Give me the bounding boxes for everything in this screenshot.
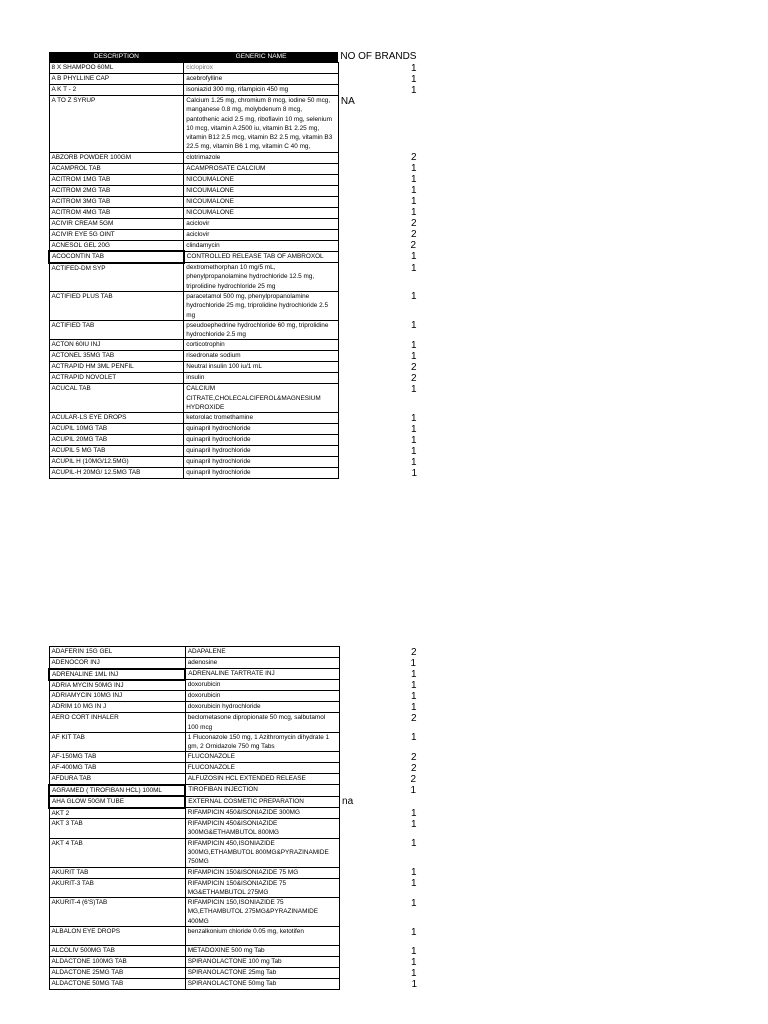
table-row [49, 196, 419, 207]
description-cell: AF-150MG TAB [49, 752, 185, 763]
description-cell: ACOCONTIN TAB [49, 251, 184, 262]
brand-count-cell: 1 [410, 445, 417, 457]
table-row [49, 435, 419, 446]
table-row [49, 85, 419, 96]
brand-count-cell: 1 [410, 174, 417, 186]
brand-count-cell: 1 [410, 967, 417, 979]
generic-name-cell: ALFUZOSIN HCL EXTENDED RELEASE [185, 774, 339, 785]
table-row [49, 713, 419, 733]
table-row [49, 979, 419, 990]
brand-count-cell: 1 [410, 818, 417, 830]
generic-name-cell: paracetamol 500 mg, phenylpropanolamine hydrochloride 25 mg, triprolidine hydrochloride 2.5 mg [184, 291, 339, 320]
brand-count-cell: 1 [410, 350, 417, 362]
generic-name-cell: quinapril hydrochloride [184, 468, 339, 479]
table-row [49, 785, 419, 796]
brand-count-cell: 2 [410, 773, 416, 785]
description-cell: ACITROM 1MG TAB [49, 174, 184, 185]
brand-count-cell: 2 [410, 751, 417, 763]
brand-count-cell: 1 [410, 383, 417, 395]
table-row [49, 867, 419, 878]
table-row [49, 957, 419, 968]
table-row [49, 763, 419, 774]
generic-name-cell: FLUCONAZOLE [185, 763, 339, 774]
description-cell: AKT 3 TAB [49, 819, 185, 839]
brand-count-cell: 1 [410, 62, 417, 74]
description-cell: A B PHYLLINE CAP [49, 74, 184, 85]
table-row [49, 320, 419, 340]
table-row [49, 207, 419, 218]
brand-count-cell: 1 [411, 978, 417, 990]
table-row [49, 218, 419, 229]
generic-name-cell: beclometasone dipropionate 50 mcg, salbutamol 100 mcg [185, 713, 339, 733]
drug-table-1 [48, 52, 420, 479]
generic-name-cell: doxorubicin hydrochloride [185, 702, 339, 713]
drug-table-2 [48, 646, 420, 990]
description-cell: ACIVIR EYE 5G OINT [49, 229, 184, 240]
generic-name-cell: acebrofylline [184, 74, 339, 85]
generic-name-cell: ADAPALENE [185, 647, 339, 658]
brand-count-cell: 1 [410, 434, 417, 446]
brand-count-cell: 1 [410, 423, 417, 435]
description-cell: ACUPIL 10MG TAB [49, 424, 184, 435]
description-cell: ACTON 60IU INJ [49, 340, 184, 351]
brand-count-cell: 1 [410, 163, 417, 175]
generic-name-cell: FLUCONAZOLE [185, 752, 339, 763]
table-row [49, 251, 419, 262]
generic-name-cell: NICOUMALONE [184, 174, 339, 185]
generic-name-cell: dextromethorphan 10 mg/5 mL, phenylpropanolamine hydrochloride 12.5 mg, triprolidine hydrochloride 25 mg [184, 263, 339, 292]
brand-count-cell: 1 [410, 412, 417, 424]
brand-count-cell: 2 [410, 218, 417, 230]
table-row [49, 63, 419, 74]
table-row [49, 702, 419, 713]
description-cell: AF-400MG TAB [49, 763, 185, 774]
description-cell: AKT 4 TAB [49, 838, 185, 867]
description-cell: AKURIT-4 (6'S)TAB [49, 898, 185, 927]
generic-name-cell: NICOUMALONE [184, 207, 339, 218]
table-row [49, 808, 419, 819]
generic-name-cell: quinapril hydrochloride [184, 435, 339, 446]
generic-name-cell: SPIRANOLACTONE 100 mg Tab [185, 957, 339, 968]
generic-name-cell: NICOUMALONE [184, 185, 339, 196]
table-row [49, 185, 419, 196]
sheet-2 [48, 646, 420, 990]
table-row [49, 424, 419, 435]
brand-count-cell: 1 [410, 679, 417, 691]
table-row [49, 669, 419, 680]
table-row [49, 384, 419, 413]
brand-count-cell: 1 [410, 784, 416, 796]
brand-count-cell: na [342, 796, 354, 808]
table-row [49, 968, 419, 979]
brand-count-cell: 1 [410, 291, 417, 303]
description-cell: ABZORB POWDER 100GM [49, 152, 184, 163]
table-row [49, 74, 419, 85]
brand-count-cell: 2 [410, 646, 417, 658]
brand-count-cell: 1 [410, 926, 417, 938]
description-cell: ALBALON EYE DROPS [49, 927, 185, 946]
generic-name-cell: Calcium 1.25 mg, chromium 8 mcg, iodine 50 mcg, manganese 0.8 mg, molybdenum 8 mcg, pantothenic acid 2.5 mg, riboflavin 10 mg, selenium 10 mcg, vitamin A 2500 iu, vitamin B1 2.25 mg, vitamin B12 2.5 mcg, vitamin B2 2.5 mg, vitamin B3 22.5 mg, vitamin B6 1 mg, vitamin C 40 mg, [184, 96, 339, 153]
description-cell: ACTIFIED TAB [49, 320, 184, 340]
generic-name-cell: clindamycin [184, 240, 339, 251]
description-cell: ACTRAPID NOVOLET [49, 373, 184, 384]
generic-name-cell: RIFAMPICIN 150&ISONIAZIDE 75 MG [185, 867, 339, 878]
brand-count-cell: 1 [410, 668, 417, 680]
generic-name-cell: Neutral insulin 100 iu/1 mL [184, 362, 339, 373]
generic-name-cell: benzalkonium chloride 0.05 mg, ketotifen [185, 927, 339, 946]
description-cell: ALDACTONE 50MG TAB [49, 979, 185, 990]
table-row [49, 413, 419, 424]
description-cell: 8 X SHAMPOO 60ML [49, 63, 184, 74]
generic-name-cell: isoniazid 300 mg, rifampicin 450 mg [184, 85, 339, 96]
brand-count-cell: 1 [410, 807, 417, 819]
generic-name-cell: EXTERNAL COSMETIC PREPARATION [185, 796, 339, 807]
brand-count-cell: 2 [410, 152, 417, 164]
brand-count-cell: 1 [410, 878, 417, 890]
generic-name-cell: RIFAMPICIN 450,ISONIAZIDE 300MG,ETHAMBUTOL 800MG&PYRAZINAMIDE 750MG [185, 838, 339, 867]
table-row [49, 96, 419, 153]
table-row [49, 373, 419, 384]
table-row [49, 446, 419, 457]
brand-count-cell: 1 [410, 251, 417, 263]
description-cell: ACUPIL-H 20MG/ 12.5MG TAB [49, 468, 184, 479]
table-row [49, 946, 419, 957]
brand-count-cell: 1 [410, 207, 417, 219]
table-row [49, 927, 419, 946]
brand-count-cell: 1 [411, 467, 417, 479]
table-row [49, 362, 419, 373]
brand-count-cell: 1 [410, 73, 417, 85]
generic-name-cell: adenosine [185, 658, 339, 669]
description-cell: AKURIT-3 TAB [49, 878, 185, 898]
table-row [49, 291, 419, 320]
generic-name-cell: RIFAMPICIN 450&ISONIAZIDE 300MG [185, 808, 339, 819]
generic-name-cell: clotrimazole [184, 152, 339, 163]
description-header: DESCRIPTION [49, 52, 184, 63]
generic-name-cell: ketorolac tromethamine [184, 413, 339, 424]
description-cell: AHA GLOW 50GM TUBE [49, 796, 185, 807]
sheet-1 [48, 52, 420, 479]
generic-name-cell: insulin [184, 373, 339, 384]
generic-name-header: GENERIC NAME [184, 52, 339, 63]
generic-name-cell: RIFAMPICIN 150,ISONIAZIDE 75 MG,ETHAMBUTOL 275MG&PYRAZINAMIDE 400MG [185, 898, 339, 927]
description-cell: A TO Z SYRUP [49, 96, 184, 153]
generic-name-cell: CONTROLLED RELEASE TAB OF AMBROXOL [184, 251, 339, 262]
description-cell: ACUPIL H (10MG/12.5MG) [49, 457, 184, 468]
generic-name-cell: ADRENALINE TARTRATE INJ [185, 669, 339, 680]
generic-name-cell: ACAMPROSATE CALCIUM [184, 163, 339, 174]
description-cell: ADAFERIN 15G GEL [49, 647, 185, 658]
brand-count-cell: 1 [410, 456, 417, 468]
table-row [49, 819, 419, 839]
description-cell: ACTIFED-DM SYP [49, 263, 184, 292]
description-cell: ACAMPROL TAB [49, 163, 184, 174]
brand-count-cell: 1 [410, 867, 417, 879]
description-cell: ALDACTONE 100MG TAB [49, 957, 185, 968]
generic-name-cell: pseudoephedrine hydrochloride 60 mg, triprolidine hydrochloride 2.5 mg [184, 320, 339, 340]
generic-name-cell: CALCIUM CITRATE,CHOLECALCIFEROL&MAGNESIUM HYDROXIDE [184, 384, 339, 413]
table-row [49, 229, 419, 240]
description-cell: ACULAR-LS EYE DROPS [49, 413, 184, 424]
description-cell: ACTONEL 35MG TAB [49, 351, 184, 362]
generic-name-cell: quinapril hydrochloride [184, 457, 339, 468]
description-cell: ACTIFIED PLUS TAB [49, 291, 184, 320]
table-row [49, 898, 419, 927]
brand-count-cell: 2 [410, 229, 417, 241]
generic-name-cell: SPIRANOLACTONE 25mg Tab [185, 968, 339, 979]
generic-name-cell: RIFAMPICIN 450&ISONIAZIDE 300MG&ETHAMBUTOL 800MG [185, 819, 339, 839]
description-cell: A K T - 2 [49, 85, 184, 96]
generic-name-cell: TIROFIBAN INJECTION [185, 785, 339, 796]
table-row [49, 658, 419, 669]
description-cell: AF KIT TAB [49, 732, 185, 752]
generic-name-cell: RIFAMPICIN 150&ISONIAZIDE 75 MG&ETHAMBUTOL 275MG [185, 878, 339, 898]
table-row [49, 796, 419, 807]
description-cell: ACUPIL 20MG TAB [49, 435, 184, 446]
table-row [49, 691, 419, 702]
brand-count-cell: 1 [410, 945, 417, 957]
brand-count-cell: 2 [410, 712, 417, 724]
description-cell: ADRIM 10 MG IN J [49, 702, 185, 713]
table-row [49, 468, 419, 479]
table-row [49, 163, 419, 174]
description-cell: ACITROM 2MG TAB [49, 185, 184, 196]
brand-count-cell: 1 [410, 196, 417, 208]
table-row [49, 878, 419, 898]
brand-count-cell: 2 [410, 361, 417, 373]
table-row [49, 174, 419, 185]
generic-name-cell: 1 Fluconazole 150 mg, 1 Azithromycin dihydrate 1 gm, 2 Ornidazole 750 mg Tabs [185, 732, 339, 752]
description-cell: ALCOLIV 500MG TAB [49, 946, 185, 957]
table-row [49, 838, 419, 867]
brand-count-cell: 1 [410, 690, 417, 702]
generic-name-cell: risedronate sodium [184, 351, 339, 362]
brand-count-cell: 1 [410, 657, 416, 669]
generic-name-cell: NICOUMALONE [184, 196, 339, 207]
description-cell: ADRIAMYCIN 10MG INJ [49, 691, 185, 702]
description-cell: ALDACTONE 25MG TAB [49, 968, 185, 979]
generic-name-cell: quinapril hydrochloride [184, 446, 339, 457]
description-cell: ACUPIL 5 MG TAB [49, 446, 184, 457]
table-row [49, 774, 419, 785]
brand-count-cell: 2 [410, 240, 416, 252]
description-cell: AKT 2 [49, 808, 185, 819]
brand-count-cell: 1 [410, 732, 417, 744]
generic-name-cell: ciclopirox [184, 63, 339, 74]
table-row [49, 732, 419, 752]
description-cell: ACNESOL GEL 20G [49, 240, 184, 251]
table-row [49, 340, 419, 351]
table-header-row [49, 52, 419, 63]
description-cell: ADENOCOR INJ [49, 658, 185, 669]
description-cell: ACITROM 4MG TAB [49, 207, 184, 218]
description-cell: ACIVIR CREAM 5GM [49, 218, 184, 229]
generic-name-cell: METADOXINE 500 mg Tab [185, 946, 339, 957]
description-cell: AERO CORT INHALER [49, 713, 185, 733]
description-cell: AKURIT TAB [49, 867, 185, 878]
brand-count-cell: 1 [410, 339, 417, 351]
brand-count-cell: 1 [410, 84, 417, 96]
brand-count-cell: 2 [410, 762, 417, 774]
description-cell: ACTRAPID HM 3ML PENFIL [49, 362, 184, 373]
description-cell: ACUCAL TAB [49, 384, 184, 413]
generic-name-cell: doxorubicin [185, 680, 339, 691]
generic-name-cell: SPIRANOLACTONE 50mg Tab [185, 979, 339, 990]
brand-count-cell: 1 [410, 262, 417, 274]
table-row [49, 263, 419, 292]
brand-count-cell: 1 [410, 185, 417, 197]
table-row [49, 647, 419, 658]
description-cell: ADRENALINE 1ML INJ [49, 669, 185, 680]
table-row [49, 680, 419, 691]
brand-count-cell: 1 [410, 320, 417, 332]
brand-count-cell: NA [340, 95, 355, 107]
brand-count-cell: 1 [410, 956, 417, 968]
generic-name-cell: aciclovir [184, 229, 339, 240]
no-of-brands-header: NO OF BRANDS [338, 52, 419, 63]
description-cell: ACITROM 3MG TAB [49, 196, 184, 207]
generic-name-cell: aciclovir [184, 218, 339, 229]
brand-count-cell: 2 [410, 372, 417, 384]
table-row [49, 752, 419, 763]
brand-count-cell: 1 [410, 897, 417, 909]
brand-count-cell: 1 [410, 838, 417, 850]
generic-name-cell: doxorubicin [185, 691, 339, 702]
description-cell: ADRIA MYCIN 50MG INJ [49, 680, 185, 691]
table-row [49, 152, 419, 163]
description-cell: AFDURA TAB [49, 774, 185, 785]
brand-count-cell: 1 [410, 701, 417, 713]
generic-name-cell: corticotrophin [184, 340, 339, 351]
description-cell: AGRAMED ( TIROFIBAN HCL) 100ML [49, 785, 185, 796]
table-row [49, 351, 419, 362]
table-row [49, 457, 419, 468]
generic-name-cell: quinapril hydrochloride [184, 424, 339, 435]
table-row [49, 240, 419, 251]
